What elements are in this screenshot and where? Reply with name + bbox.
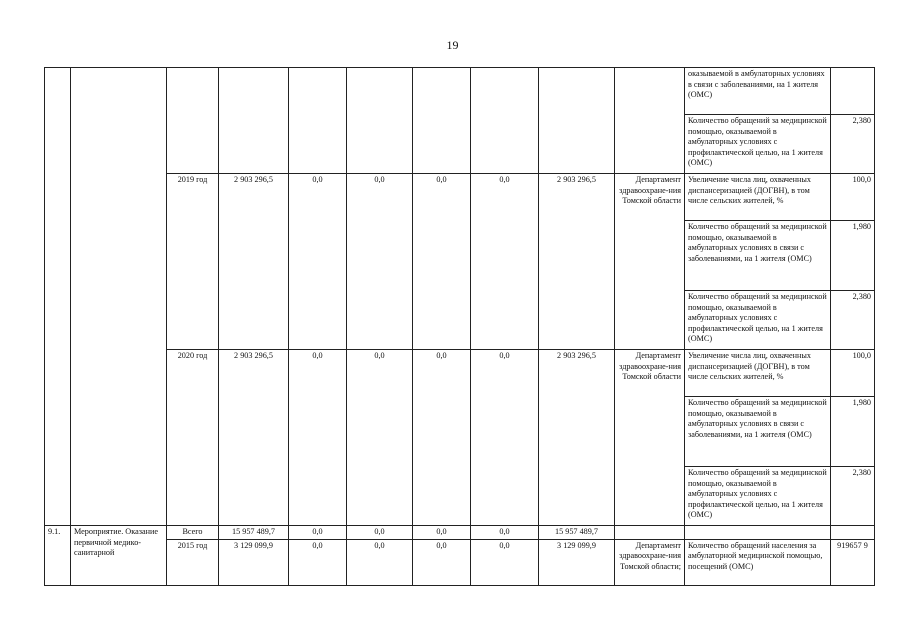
table-row: [45, 174, 875, 221]
table-row: [45, 526, 875, 540]
table-row: [45, 350, 875, 397]
cell-year: 2020 год: [167, 350, 219, 526]
cell-executor: Департамент здравоохране-ния Томской области: [615, 350, 685, 526]
cell-indicator: Количество обращений за медицинской помощью, оказываемой в амбулаторных условиях с профилактической целью, на 1 жителя (ОМС): [685, 467, 831, 526]
cell-value: 1,980: [831, 221, 875, 291]
cell-value: 1,980: [831, 397, 875, 467]
cell-total: 2 903 296,5: [219, 350, 289, 526]
cell-c5: 15 957 489,7: [539, 526, 615, 540]
cell-executor: Департамент здравоохране-ния Томской области: [615, 174, 685, 350]
cell-year: 2015 год: [167, 539, 219, 585]
cell-executor: [615, 68, 685, 174]
cell-c1: 0,0: [289, 539, 347, 585]
cell-c3: 0,0: [413, 526, 471, 540]
cell-value: 2,380: [831, 467, 875, 526]
cell-value: [831, 68, 875, 115]
cell-c1: 0,0: [289, 174, 347, 350]
cell-value: 2,380: [831, 115, 875, 174]
cell-number: 9.1.: [45, 526, 71, 586]
page-number: 19: [446, 38, 459, 52]
cell-indicator: Количество обращений за медицинской помощью, оказываемой в амбулаторных условиях с профилактической целью, на 1 жителя (ОМС): [685, 115, 831, 174]
cell-indicator: Увеличение числа лиц, охваченных диспансеризацией (ДОГВН), в том числе сельских жителей, %: [685, 174, 831, 221]
table-row: [45, 539, 875, 585]
cell-year: Всего: [167, 526, 219, 540]
cell-indicator: Количество обращений за медицинской помощью, оказываемой в амбулаторных условиях в связи с заболеваниями, на 1 жителя (ОМС): [685, 397, 831, 467]
cell-indicator: Количество обращений населения за амбулаторной медицинской помощью, посещений (ОМС): [685, 539, 831, 585]
cell-name: Мероприятие. Оказание первичной медико-санитарной: [71, 526, 167, 586]
cell-c4: 0,0: [471, 539, 539, 585]
cell-c5: 2 903 296,5: [539, 350, 615, 526]
cell-executor: Департамент здравоохране-ния Томской области;: [615, 539, 685, 585]
cell-c3: 0,0: [413, 350, 471, 526]
cell-indicator: [685, 526, 831, 540]
cell-c5: 3 129 099,9: [539, 539, 615, 585]
cell-c2: 0,0: [347, 174, 413, 350]
cell-value: 919657 9: [831, 539, 875, 585]
cell-c2: 0,0: [347, 539, 413, 585]
cell-total: 3 129 099,9: [219, 539, 289, 585]
cell-total: 2 903 296,5: [219, 174, 289, 350]
cell-number: [45, 68, 71, 526]
cell-indicator: оказываемой в амбулаторных условиях в связи с заболеваниями, на 1 жителя (ОМС): [685, 68, 831, 115]
cell-indicator: Увеличение числа лиц, охваченных диспансеризацией (ДОГВН), в том числе сельских жителей, %: [685, 350, 831, 397]
cell-value: 100,0: [831, 350, 875, 397]
cell-c4: [471, 68, 539, 174]
cell-total: [219, 68, 289, 174]
cell-c2: 0,0: [347, 350, 413, 526]
cell-c1: [289, 68, 347, 174]
cell-name: [71, 68, 167, 526]
program-table: [44, 67, 875, 586]
cell-c5: 2 903 296,5: [539, 174, 615, 350]
cell-c5: [539, 68, 615, 174]
cell-c1: 0,0: [289, 350, 347, 526]
cell-c3: 0,0: [413, 539, 471, 585]
table-row: [45, 68, 875, 115]
cell-value: [831, 526, 875, 540]
cell-value: 100,0: [831, 174, 875, 221]
cell-indicator: Количество обращений за медицинской помощью, оказываемой в амбулаторных условиях в связи с заболеваниями, на 1 жителя (ОМС): [685, 221, 831, 291]
cell-c1: 0,0: [289, 526, 347, 540]
cell-c2: [347, 68, 413, 174]
cell-c3: 0,0: [413, 174, 471, 350]
cell-indicator: Количество обращений за медицинской помощью, оказываемой в амбулаторных условиях с профилактической целью, на 1 жителя (ОМС): [685, 291, 831, 350]
cell-total: 15 957 489,7: [219, 526, 289, 540]
cell-c4: 0,0: [471, 350, 539, 526]
cell-c4: 0,0: [471, 174, 539, 350]
cell-year: 2019 год: [167, 174, 219, 350]
cell-year: [167, 68, 219, 174]
cell-executor: [615, 526, 685, 540]
cell-c4: 0,0: [471, 526, 539, 540]
cell-c3: [413, 68, 471, 174]
cell-value: 2,380: [831, 291, 875, 350]
cell-c2: 0,0: [347, 526, 413, 540]
